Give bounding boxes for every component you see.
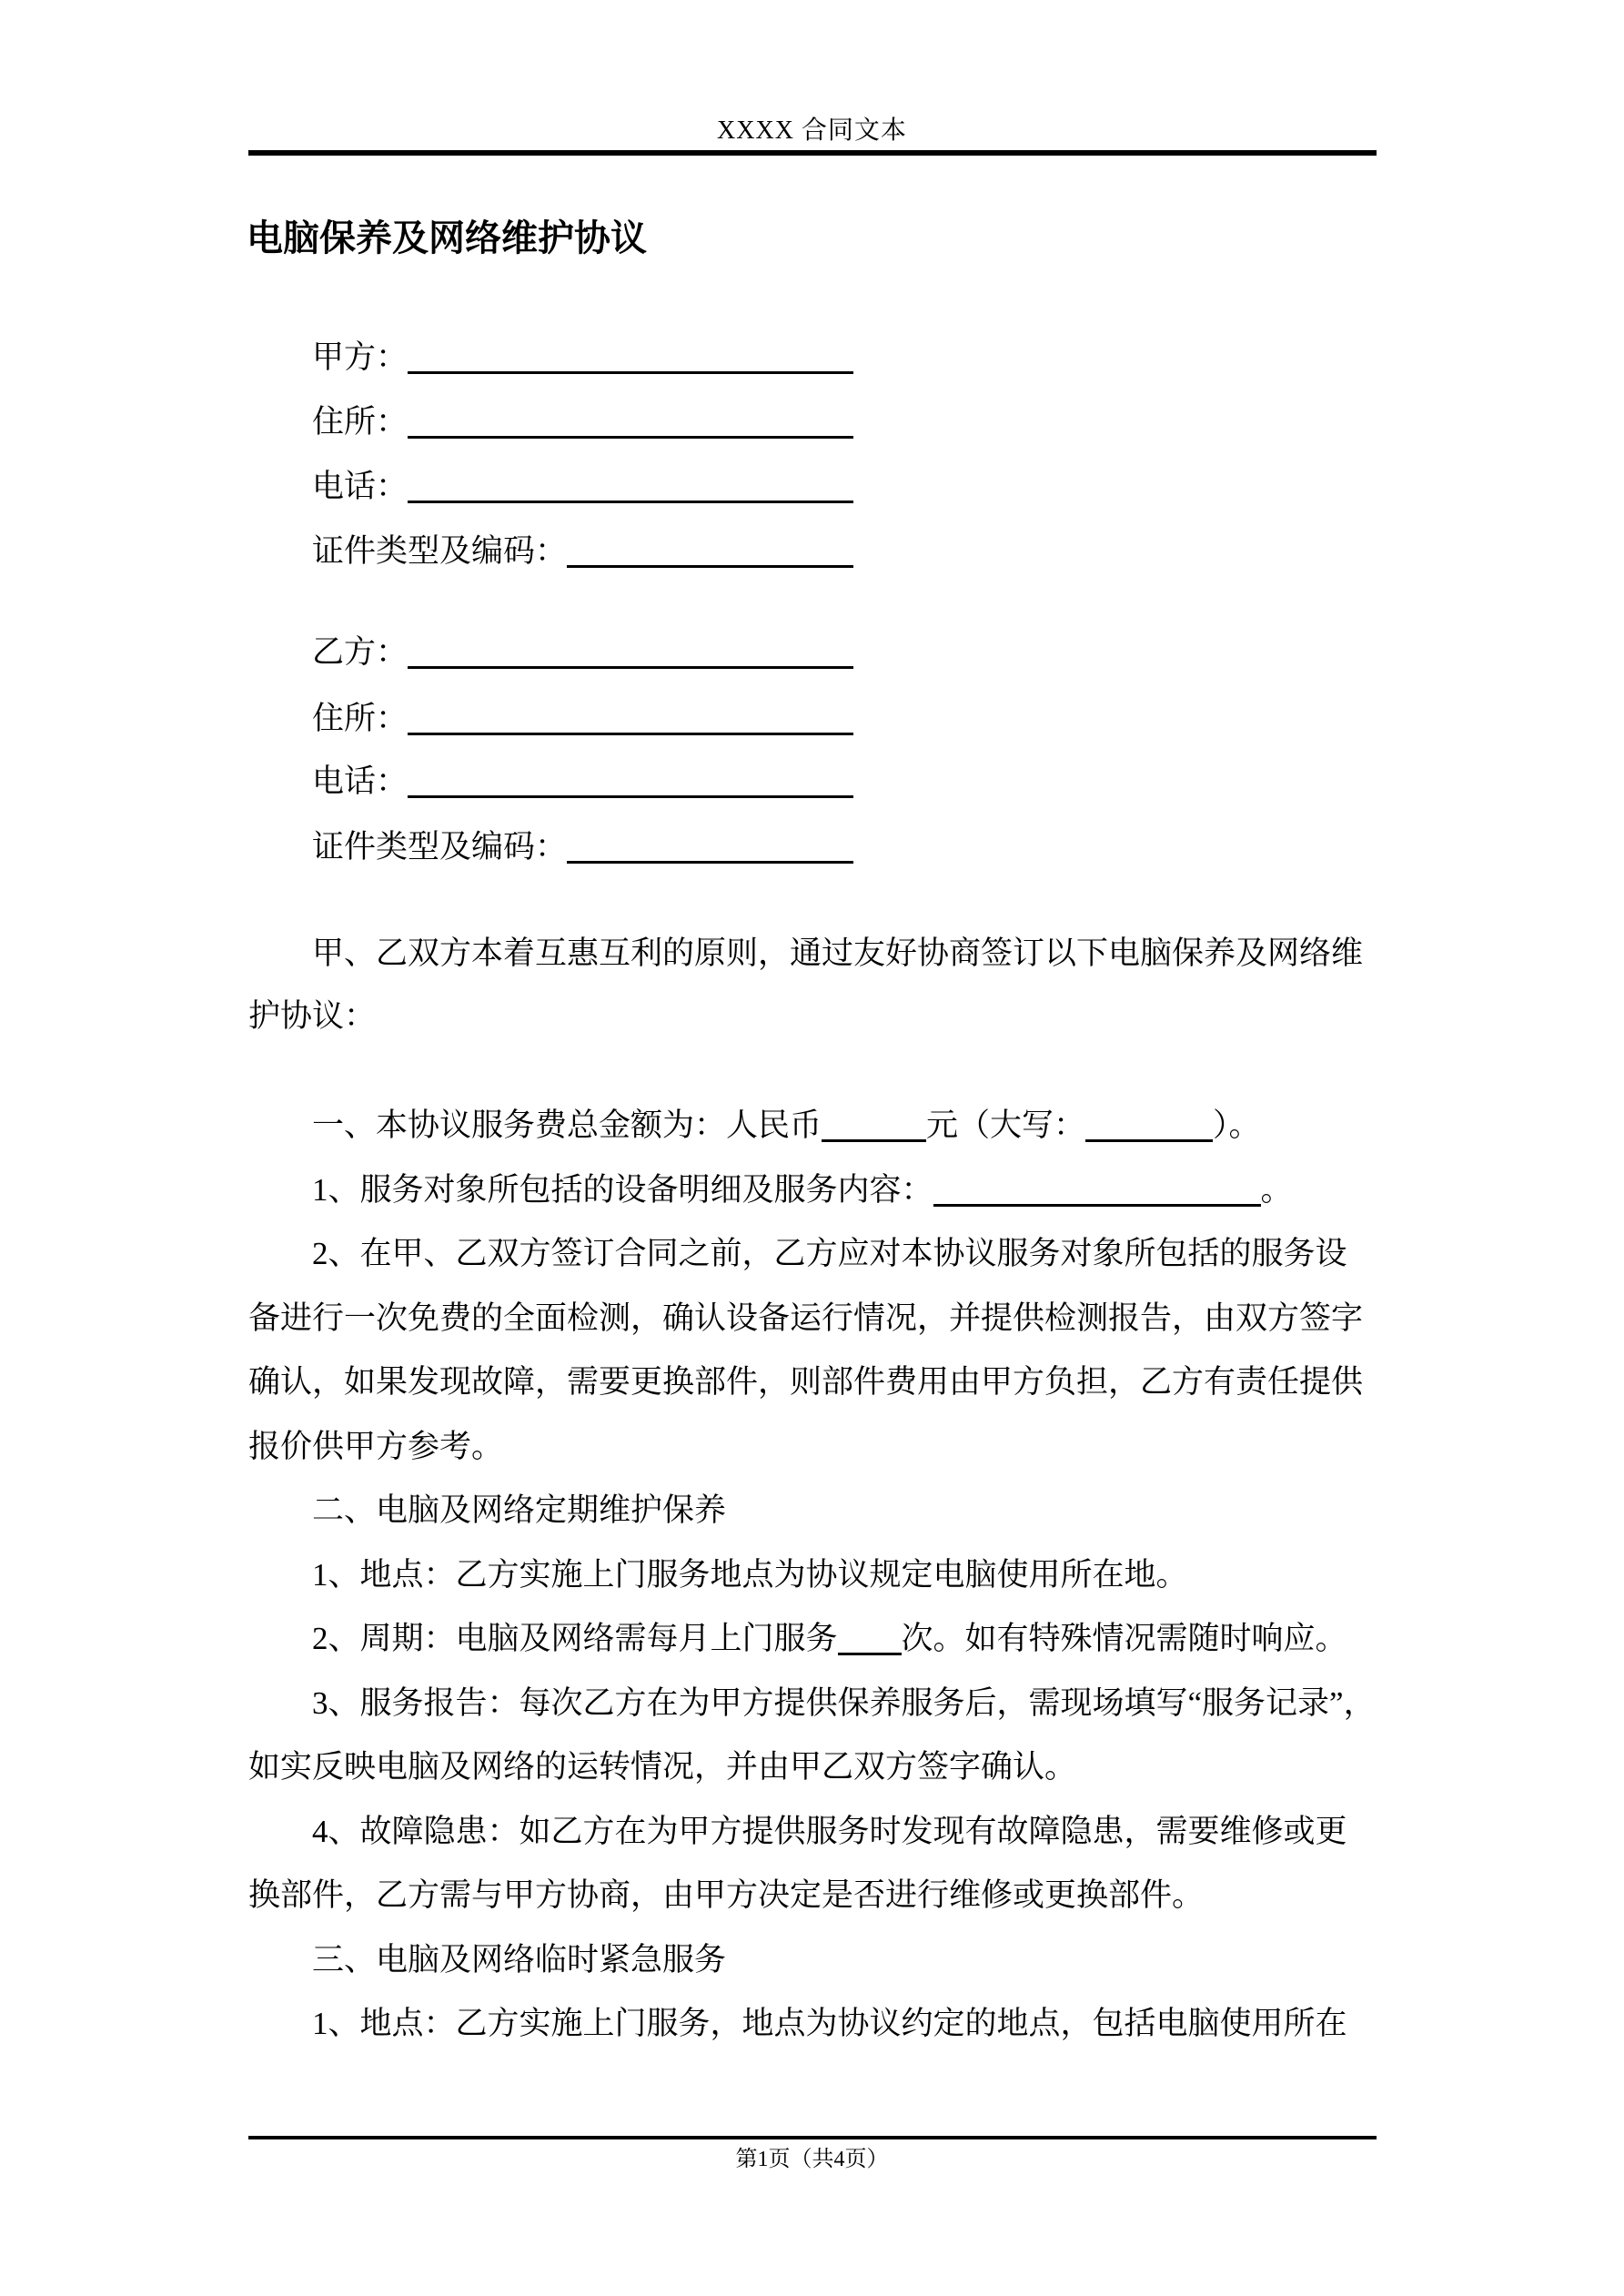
section1-heading-mid: 元（大写： <box>926 1108 1086 1143</box>
party-b-id-blank <box>567 848 853 864</box>
section3-heading: 三、电脑及网络临时紧急服务 <box>312 1942 727 1977</box>
section2-item3-line-1: 3、服务报告：每次乙方在为甲方提供保养服务后，需现场填写“服务记录”， <box>312 1685 1376 1721</box>
section2-item2-row <box>312 1622 1347 1656</box>
party-b-name-label: 乙方： <box>312 634 409 670</box>
party-a-name-label: 甲方： <box>312 339 409 375</box>
party-b-name-blank <box>408 653 853 669</box>
party-b-address-label: 住所： <box>312 701 409 736</box>
section2-item2-times-blank <box>838 1640 902 1655</box>
section2-heading: 二、电脑及网络定期维护保养 <box>312 1492 727 1528</box>
party-b-phone-blank <box>408 783 853 798</box>
section3-item1: 1、地点：乙方实施上门服务，地点为协议约定的地点，包括电脑使用所在 <box>312 2006 1347 2041</box>
section2-item2-end: 次。如有特殊情况需随时响应。 <box>901 1621 1347 1656</box>
footer-rule <box>248 2136 1377 2139</box>
intro-line-2: 护协议： <box>248 998 377 1034</box>
section1-amount-caps-blank <box>1085 1127 1213 1142</box>
party-a-phone-row <box>312 470 853 504</box>
party-b-address-row <box>312 702 853 736</box>
doc-title: 电脑保养及网络维护协议 <box>247 218 647 258</box>
section2-item4-line-2: 换部件，乙方需与甲方协商，由甲方决定是否进行维修或更换部件。 <box>248 1877 1205 1913</box>
section1-heading-end: ）。 <box>1213 1108 1261 1143</box>
party-a-name-row <box>312 340 853 375</box>
party-a-phone-label: 电话： <box>312 469 409 504</box>
section1-item2-line-4: 报价供甲方参考。 <box>248 1429 504 1464</box>
section1-heading-pre: 一、本协议服务费总金额为：人民币 <box>312 1108 822 1143</box>
party-b-name-row <box>312 635 853 670</box>
section1-item1-pre: 1、服务对象所包括的设备明细及服务内容： <box>312 1172 933 1208</box>
party-a-id-row <box>312 534 853 569</box>
section1-amount-blank <box>822 1127 926 1142</box>
party-a-phone-blank <box>408 488 853 503</box>
party-a-address-label: 住所： <box>312 404 409 440</box>
party-a-address-blank <box>408 423 853 439</box>
party-b-id-row <box>312 830 853 865</box>
section1-item2-line-1: 2、在甲、乙双方签订合同之前，乙方应对本协议服务对象所包括的服务设 <box>312 1236 1347 1271</box>
intro-line-1: 甲、乙双方本着互惠互利的原则，通过友好协商签订以下电脑保养及网络维 <box>312 936 1364 971</box>
party-a-id-label: 证件类型及编码： <box>312 533 568 569</box>
section2-item1: 1、地点：乙方实施上门服务地点为协议规定电脑使用所在地。 <box>312 1557 1188 1593</box>
section2-item3-line-2: 如实反映电脑及网络的运转情况，并由甲乙双方签字确认。 <box>248 1749 1077 1785</box>
party-a-id-blank <box>567 552 853 568</box>
section1-item2-line-3: 确认，如果发现故障，需要更换部件，则部件费用由甲方负担，乙方有责任提供 <box>248 1364 1364 1400</box>
party-b-id-label: 证件类型及编码： <box>312 829 568 865</box>
section1-item1-end: 。 <box>1260 1172 1293 1208</box>
party-a-name-blank <box>408 359 853 374</box>
footer-page-number: 第1页（共4页） <box>735 2148 889 2171</box>
section1-item1-blank <box>933 1191 1261 1207</box>
party-b-phone-row <box>312 764 853 799</box>
party-b-phone-label: 电话： <box>312 764 409 799</box>
party-a-address-row <box>312 405 853 440</box>
section1-item2-line-2: 备进行一次免费的全面检测，确认设备运行情况，并提供检测报告，由双方签字 <box>248 1300 1364 1336</box>
header-rule <box>248 150 1377 156</box>
section2-item4-line-1: 4、故障隐患：如乙方在为甲方提供服务时发现有故障隐患，需要维修或更 <box>312 1814 1347 1849</box>
section2-item2-pre: 2、周期：电脑及网络需每月上门服务 <box>312 1621 838 1656</box>
section1-heading-row <box>312 1108 1261 1143</box>
header-doc-label: XXXX 合同文本 <box>717 116 907 145</box>
section1-item1-row <box>312 1173 1293 1208</box>
party-b-address-blank <box>408 720 853 735</box>
